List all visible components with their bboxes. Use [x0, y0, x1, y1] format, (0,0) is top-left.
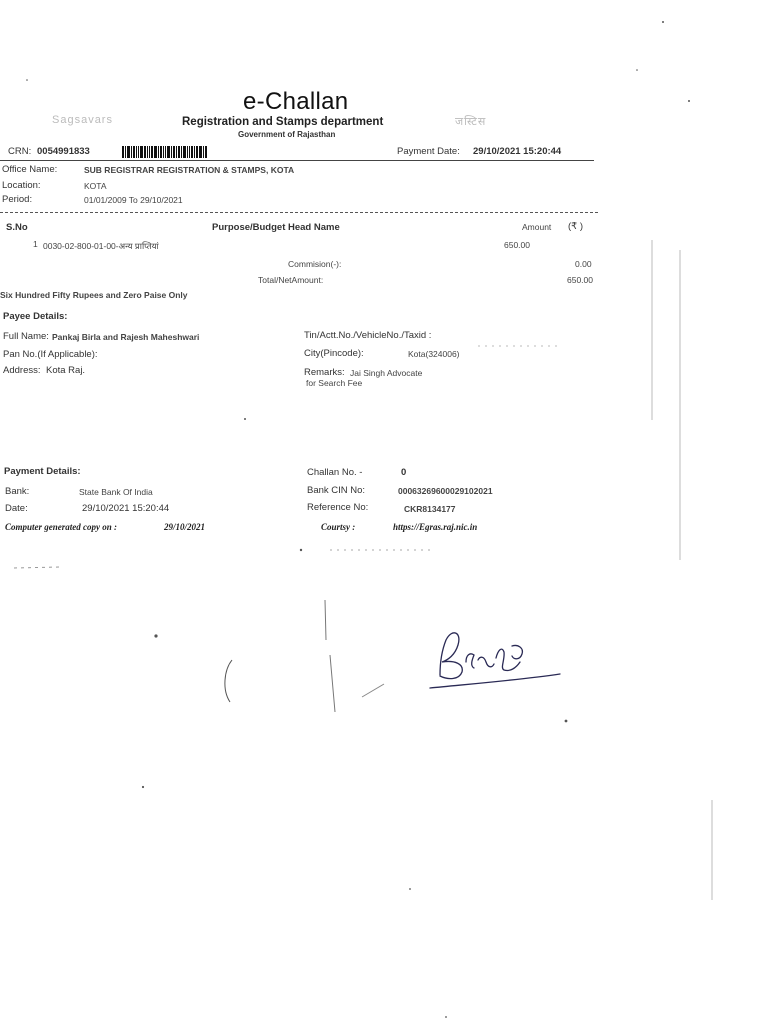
office-name-value: SUB REGISTRAR REGISTRATION & STAMPS, KOTA	[84, 165, 295, 175]
remarks-value: Jai Singh Advocate	[350, 368, 423, 378]
courtesy-value: https://Egras.raj.nic.in	[393, 522, 478, 532]
crn-value: 0054991833	[37, 146, 90, 157]
address-value: Kota Raj.	[46, 365, 86, 376]
courtesy-label: Courtsy :	[321, 522, 356, 532]
department-name: Registration and Stamps department	[182, 116, 384, 128]
scan-edge-lines	[652, 240, 712, 900]
bank-value: State Bank Of India	[79, 487, 153, 497]
challan-value: 0	[401, 467, 407, 478]
column-header-sno: S.No	[6, 222, 28, 233]
period-label: Period:	[2, 194, 33, 205]
bank-cin-value: 00063269600029102021	[398, 486, 493, 496]
pan-label: Pan No.(If Applicable):	[3, 349, 98, 360]
date-label: Date:	[5, 503, 28, 514]
total-value: 650.00	[567, 275, 593, 285]
period-value: 01/01/2009 To 29/10/2021	[84, 195, 183, 205]
reference-value: CKR8134177	[404, 504, 456, 514]
scan-artifact-dash	[362, 684, 384, 697]
commission-label: Commision(-):	[288, 259, 342, 269]
address-label: Address:	[3, 365, 41, 376]
computer-generated-value: 29/10/2021	[164, 522, 206, 532]
computer-generated-label: Computer generated copy on :	[5, 522, 117, 532]
payment-date-value: 29/10/2021 15:20:44	[473, 146, 562, 157]
location-value: KOTA	[84, 181, 107, 191]
total-label: Total/NetAmount:	[258, 275, 324, 285]
location-label: Location:	[2, 180, 41, 191]
faint-emblem-text-left: Sagsavars	[52, 114, 113, 126]
page-title: e-Challan	[243, 88, 349, 115]
city-label: City(Pincode):	[304, 348, 364, 359]
date-value: 29/10/2021 15:20:44	[82, 503, 170, 514]
signature	[430, 633, 560, 688]
column-header-purpose: Purpose/Budget Head Name	[212, 222, 340, 233]
amount-in-words: Six Hundred Fifty Rupees and Zero Paise Only	[0, 290, 188, 300]
column-header-amount: Amount	[522, 222, 552, 232]
challan-label: Challan No. -	[307, 467, 363, 478]
crn-label: CRN:	[8, 146, 32, 157]
scan-artifact-line	[325, 600, 335, 712]
tin-label: Tin/Actt.No./VehicleNo./Taxid :	[304, 330, 432, 341]
remarks-label: Remarks:	[304, 367, 345, 378]
payee-details-heading: Payee Details:	[3, 311, 68, 322]
payment-date-label: Payment Date:	[397, 146, 460, 157]
government-name: Government of Rajasthan	[238, 130, 336, 139]
remarks-line2: for Search Fee	[306, 378, 363, 388]
city-value: Kota(324006)	[408, 349, 460, 359]
table-row-amount: 650.00	[504, 240, 530, 250]
column-header-amount-unit: (₹ )	[568, 221, 584, 232]
bank-label: Bank:	[5, 486, 30, 497]
table-row-purpose: 0030-02-800-01-00-अन्य प्राप्तियां	[43, 241, 159, 251]
faint-emblem-text-right: जस्टिस	[455, 116, 487, 128]
bank-cin-label: Bank CIN No:	[307, 485, 366, 496]
commission-value: 0.00	[575, 259, 592, 269]
payment-details-heading: Payment Details:	[4, 466, 81, 477]
full-name-label: Full Name:	[3, 331, 49, 342]
office-name-label: Office Name:	[2, 164, 58, 175]
scan-artifact-curve	[225, 660, 232, 702]
full-name-value: Pankaj Birla and Rajesh Maheshwari	[52, 332, 200, 342]
scan-artifact-dotted	[14, 567, 60, 568]
table-row-sno: 1	[33, 239, 38, 249]
reference-label: Reference No:	[307, 502, 369, 513]
scan-specks	[26, 21, 690, 1018]
